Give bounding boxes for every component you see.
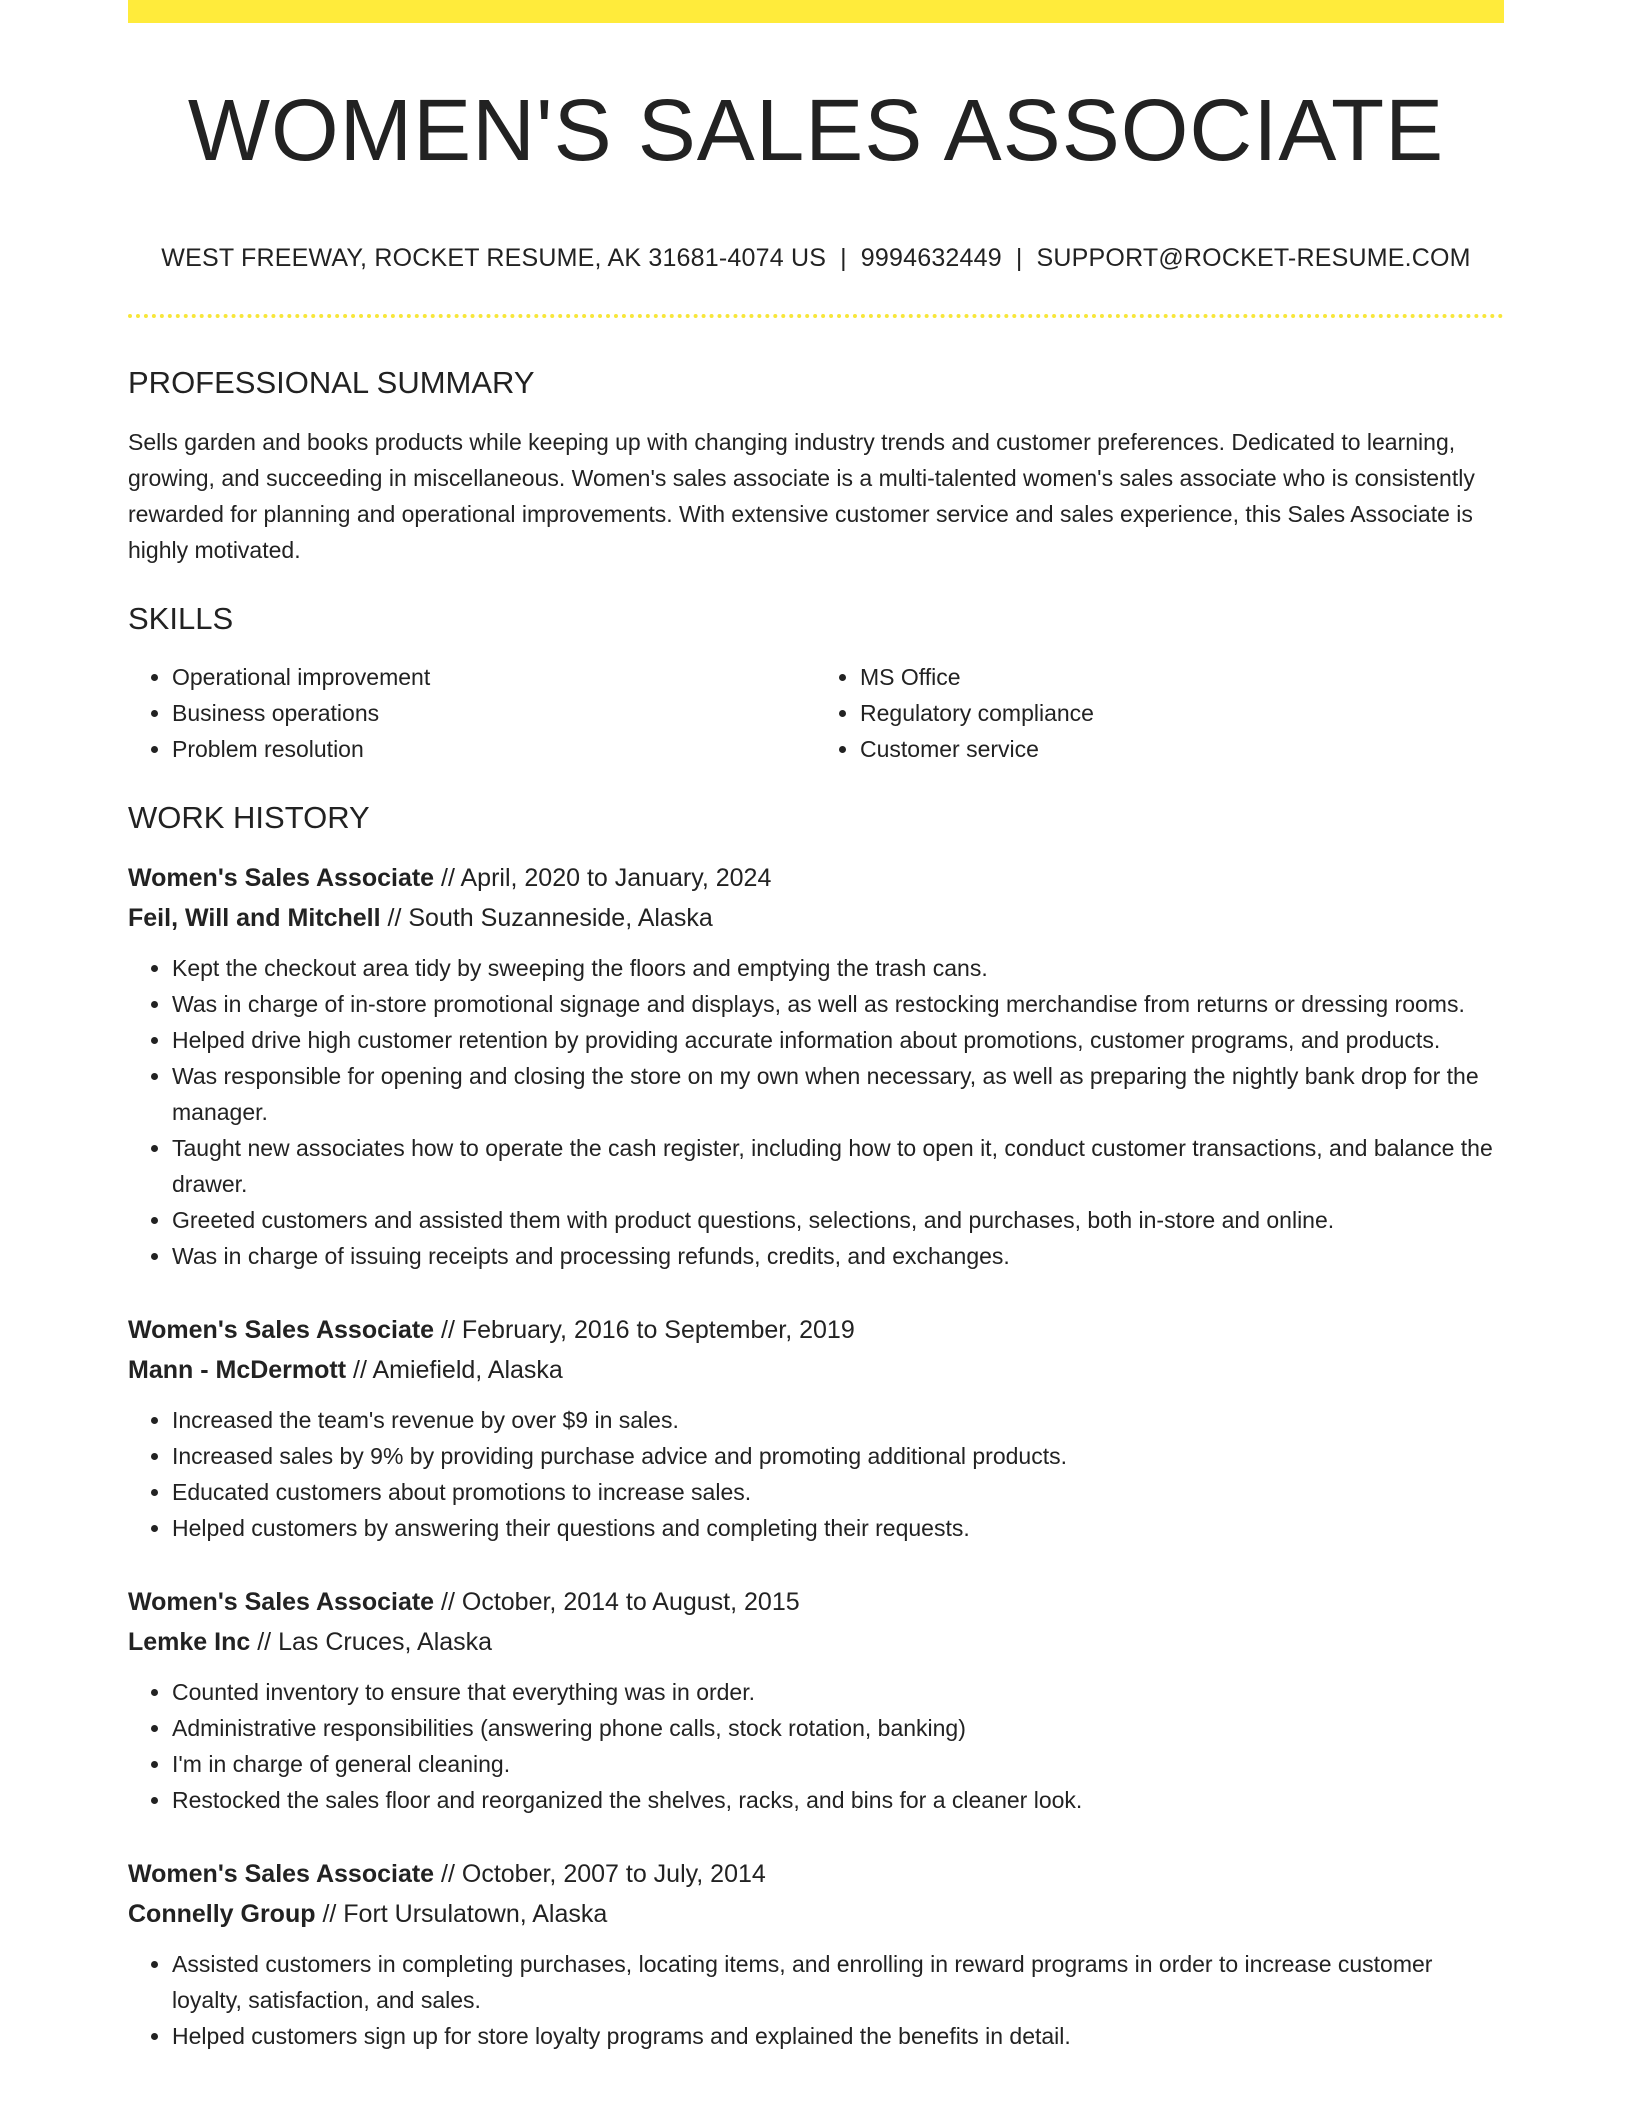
job-bullet: • Greeted customers and assisted them with product questions, selections, and purchases, both in-store and online. xyxy=(172,1202,1504,1238)
skill-item: • Business operations xyxy=(172,695,816,731)
skill-item: • Operational improvement xyxy=(172,659,816,695)
job-company: Lemke Inc xyxy=(128,1627,251,1656)
resume-name: WOMEN'S SALES ASSOCIATE xyxy=(187,82,1445,179)
job-dates: // October, 2007 to July, 2014 xyxy=(434,1859,766,1888)
job-entry xyxy=(128,858,1504,1274)
job-bullet: • Educated customers about promotions to increase sales. xyxy=(172,1474,1504,1510)
accent-bar xyxy=(128,0,1504,23)
work-history-heading: WORK HISTORY xyxy=(128,799,370,835)
skill-item: • MS Office xyxy=(860,659,1504,695)
job-bullet: • Was in charge of in-store promotional signage and displays, as well as restocking merchandise from returns or dressing rooms. xyxy=(172,986,1504,1022)
job-title: Women's Sales Associate xyxy=(128,863,435,892)
skills-list-right xyxy=(816,659,1504,767)
job-location: // South Suzanneside, Alaska xyxy=(380,903,713,932)
contact-phone: 9994632449 xyxy=(860,244,1002,273)
job-title-line xyxy=(128,1310,1504,1350)
job-location: // Fort Ursulatown, Alaska xyxy=(315,1899,608,1928)
job-dates: // October, 2014 to August, 2015 xyxy=(434,1587,800,1616)
job-bullet: • Counted inventory to ensure that everything was in order. xyxy=(172,1674,1504,1710)
job-bullet: • Restocked the sales floor and reorganized the shelves, racks, and bins for a cleaner look. xyxy=(172,1782,1504,1818)
job-dates: // April, 2020 to January, 2024 xyxy=(434,863,772,892)
summary-heading: PROFESSIONAL SUMMARY xyxy=(128,365,535,401)
job-title-line xyxy=(128,858,1504,898)
job-bullet: • Taught new associates how to operate the cash register, including how to open it, conduct customer transactions, and balance the drawer. xyxy=(172,1130,1504,1202)
job-entry xyxy=(128,1582,1504,1818)
job-company: Feil, Will and Mitchell xyxy=(128,903,381,932)
skill-item: • Problem resolution xyxy=(172,731,816,767)
contact-separator: | xyxy=(1015,244,1023,273)
job-bullets xyxy=(128,1946,1504,2054)
job-bullets xyxy=(128,1402,1504,1546)
job-bullets xyxy=(128,1674,1504,1818)
job-company-line xyxy=(128,898,1504,938)
job-company-line xyxy=(128,1350,1504,1390)
skills-list-left xyxy=(128,659,816,767)
dotted-divider xyxy=(128,314,1504,318)
job-bullet: • Kept the checkout area tidy by sweeping the floors and emptying the trash cans. xyxy=(172,950,1504,986)
job-bullet: • Increased the team's revenue by over $9 in sales. xyxy=(172,1402,1504,1438)
job-bullet: • Assisted customers in completing purchases, locating items, and enrolling in reward programs in order to increase customer loyalty, satisfaction, and sales. xyxy=(172,1946,1504,2018)
skills-grid xyxy=(128,659,1504,767)
job-company: Connelly Group xyxy=(128,1899,316,1928)
job-bullet: • Increased sales by 9% by providing purchase advice and promoting additional products. xyxy=(172,1438,1504,1474)
job-title: Women's Sales Associate xyxy=(128,1587,435,1616)
skill-item: • Customer service xyxy=(860,731,1504,767)
resume-page xyxy=(128,0,1504,2054)
job-bullet: • Helped customers sign up for store loyalty programs and explained the benefits in detail. xyxy=(172,2018,1504,2054)
skills-heading: SKILLS xyxy=(128,600,234,636)
job-bullet: • Helped customers by answering their questions and completing their requests. xyxy=(172,1510,1504,1546)
job-title-line xyxy=(128,1854,1504,1894)
job-title: Women's Sales Associate xyxy=(128,1859,435,1888)
job-bullet: • Was responsible for opening and closing the store on my own when necessary, as well as preparing the nightly bank drop for the manager. xyxy=(172,1058,1504,1130)
job-location: // Las Cruces, Alaska xyxy=(250,1627,493,1656)
job-bullet: • Administrative responsibilities (answering phone calls, stock rotation, banking) xyxy=(172,1710,1504,1746)
job-bullet: • Helped drive high customer retention by providing accurate information about promotions, customer programs, and products. xyxy=(172,1022,1504,1058)
skill-item: • Regulatory compliance xyxy=(860,695,1504,731)
job-bullet: • Was in charge of issuing receipts and processing refunds, credits, and exchanges. xyxy=(172,1238,1504,1274)
summary-text: Sells garden and books products while keeping up with changing industry trends and customer preferences. Dedicated to learning, growing, and succeeding in miscellaneous. Women's sales associate is a multi-talented women's sales associate who is consistently rewarded for planning and operational improvements. With extensive customer service and sales experience, this Sales Associate is highly motivated. xyxy=(128,428,1475,563)
job-title: Women's Sales Associate xyxy=(128,1315,435,1344)
job-dates: // February, 2016 to September, 2019 xyxy=(434,1315,855,1344)
contact-separator: | xyxy=(840,244,847,273)
job-company-line xyxy=(128,1894,1504,1934)
contact-email: SUPPORT@ROCKET-RESUME.COM xyxy=(1036,244,1471,273)
job-company: Mann - McDermott xyxy=(128,1355,347,1384)
job-company-line xyxy=(128,1622,1504,1662)
contact-address: WEST FREEWAY, ROCKET RESUME, AK 31681-4074 US xyxy=(161,244,827,273)
job-entry xyxy=(128,1310,1504,1546)
job-bullet: • I'm in charge of general cleaning. xyxy=(172,1746,1504,1782)
contact-line xyxy=(128,243,1504,273)
job-title-line xyxy=(128,1582,1504,1622)
job-location: // Amiefield, Alaska xyxy=(346,1355,563,1384)
job-entry xyxy=(128,1854,1504,2054)
job-bullets xyxy=(128,950,1504,1274)
